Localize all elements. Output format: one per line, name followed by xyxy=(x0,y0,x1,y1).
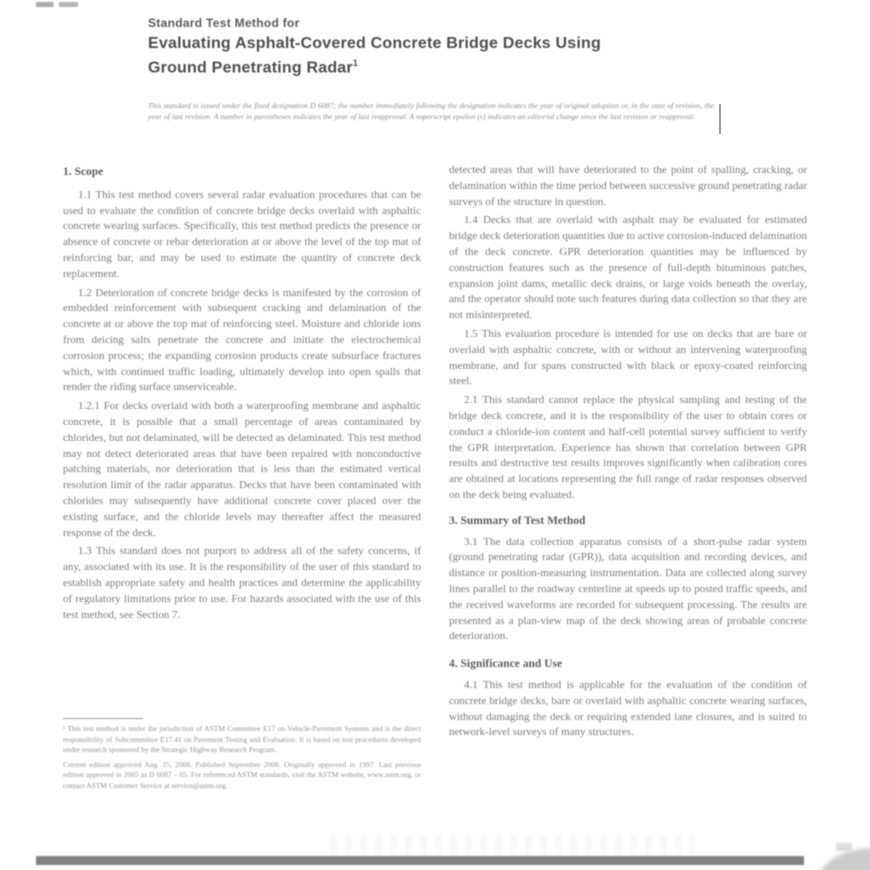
footnote-text: ¹ This test method is under the jurisdiction of ASTM Committee E17 on Vehicle-Pavement Systems and is the direct responsibility of Subcommittee E17.41 on Pavement Testing and Evaluation. It is based on test procedures developed under research sponsored by the Strategic Highway Research Program. xyxy=(63,724,421,754)
body-paragraph: 1.1 This test method covers several radar evaluation procedures that can be used to evaluate the condition of concrete bridge decks overlaid with asphaltic concrete wearing surfaces. Specifically, this test method predicts the presence or absence of concrete or rebar deterioration at or above the level of the top mat of reinforcing bar, and may be used to estimate the quantity of concrete deck replacement. xyxy=(63,188,421,280)
title-block xyxy=(148,16,728,77)
body-paragraph: 4.1 This test method is applicable for the evaluation of the condition of concrete bridge decks, bare or overlaid with asphaltic concrete wearing surfaces, without damaging the deck or requiring extended lane closures, and is suited to network-level surveys of many structures. xyxy=(449,678,807,739)
body-paragraph: 2.1 This standard cannot replace the physical sampling and testing of the bridge deck concrete, and it is the responsibility of the user to obtain cores or conduct a chloride-ion content and half-cell potential survey sufficient to verify the GPR interpretation. Experience has shown that correlation between GPR results and destructive test results improves significantly when calibration cores are obtained at locations representing the full range of radar responses observed on the deck being evaluated. xyxy=(449,394,807,501)
footnote-block xyxy=(63,718,421,795)
page-corner-shadow xyxy=(820,848,870,870)
body-paragraph: 1.4 Decks that are overlaid with asphalt may be evaluated for estimated bridge deck deterioration quantities due to active corrosion-induced delamination of the deck concrete. GPR deterioration quantities may be influenced by construction features such as the presence of full-depth bituminous patches, expansion joint dams, metallic deck drains, or large voids beneath the overlay, and the operator should note such features during data collection so that they are not misinterpreted. xyxy=(449,214,807,322)
title-kicker: Standard Test Method for xyxy=(148,16,300,30)
section-heading-scope: 1. Scope xyxy=(63,166,104,178)
section-heading-significance: 4. Significance and Use xyxy=(449,658,563,671)
revision-change-bar xyxy=(719,104,721,134)
title-line-2 xyxy=(148,54,728,78)
right-column xyxy=(449,163,807,744)
scan-edge-bar xyxy=(36,856,804,865)
body-paragraph: 1.2.1 For decks overlaid with both a waterproofing membrane and asphaltic concrete, it is possible that a small percentage of areas contaminated by chlorides, but not delaminated, will be detected as delaminated. This test method may not detect deteriorated areas that have been repaired with nonconductive patching materials, nor deterioration that is less than the estimated vertical resolution limit of the radar apparatus. Decks that have been contaminated with chlorides may subsequently have additional concrete cover placed over the existing surface, and the chloride levels may thereafter affect the measured response of the deck. xyxy=(63,400,421,539)
section-heading-summary: 3. Summary of Test Method xyxy=(449,514,586,527)
watermark-ghost xyxy=(330,835,695,855)
body-paragraph: 1.2 Deterioration of concrete bridge decks is manifested by the corrosion of embedded reinforcement with subsequent cracking and delamination of the concrete at or above the top mat of reinforcing steel. Moisture and chloride ions from deicing salts penetrate the concrete and initiate the electrochemical corrosion process; the expanding corrosion products create subsurface fractures which, with continued traffic loading, ultimately develop into open spalls that render the riding surface unserviceable. xyxy=(63,286,421,394)
title-line-2-text: Ground Penetrating Radar xyxy=(148,58,353,76)
body-paragraph: 3.1 The data collection apparatus consists of a short-pulse radar system (ground penetrating radar (GPR)), data acquisition and recording devices, and distance or position-measuring instrumentation. Data are collected along survey lines parallel to the roadway centerline at speeds up to posted traffic speeds, and the received waveforms are recorded for subsequent processing. The results are presented as a plan-view map of the deck showing areas of probable concrete deterioration. xyxy=(449,535,807,643)
footnote-rule xyxy=(63,718,143,719)
body-paragraph: detected areas that will have deteriorated to the point of spalling, cracking, or delamination within the time period between successive ground penetrating radar surveys of the structure in question. xyxy=(449,164,807,208)
body-paragraph: 1.5 This evaluation procedure is intended for use on decks that are bare or overlaid with asphaltic concrete, with or without an intervening waterproofing membrane, and for spans constructed with black or epoxy-coated reinforcing steel. xyxy=(449,327,807,388)
scan-artifact xyxy=(836,843,852,851)
footnote-reference: 1 xyxy=(352,57,359,68)
issuance-note: This standard is issued under the fixed designation D 6087; the number immediately following the designation indicates the year of original adoption or, in the case of revision, the year of last revision. A number in parentheses indicates the year of last reapproval. A superscript epsilon (ε) indicates an editorial change since the last revision or reapproval. xyxy=(148,101,714,121)
page-edge-mark xyxy=(36,2,78,7)
footnote-text: Current edition approved Aug. 15, 2008. Published September 2008. Originally approved in 1997. Last previous edition approved in 2005 as D 6087 – 05. For referenced ASTM standards, visit the ASTM website, www.astm.org, or contact ASTM Customer Service at service@astm.org. xyxy=(63,759,421,790)
left-column xyxy=(63,163,421,626)
body-paragraph: 1.3 This standard does not purport to address all of the safety concerns, if any, associated with its use. It is the responsibility of the user of this standard to establish appropriate safety and health practices and determine the applicability of regulatory limitations prior to use. For hazards associated with the use of this test method, see Section 7. xyxy=(63,545,421,621)
title-line-1: Evaluating Asphalt-Covered Concrete Bridge Decks Using xyxy=(148,35,601,52)
